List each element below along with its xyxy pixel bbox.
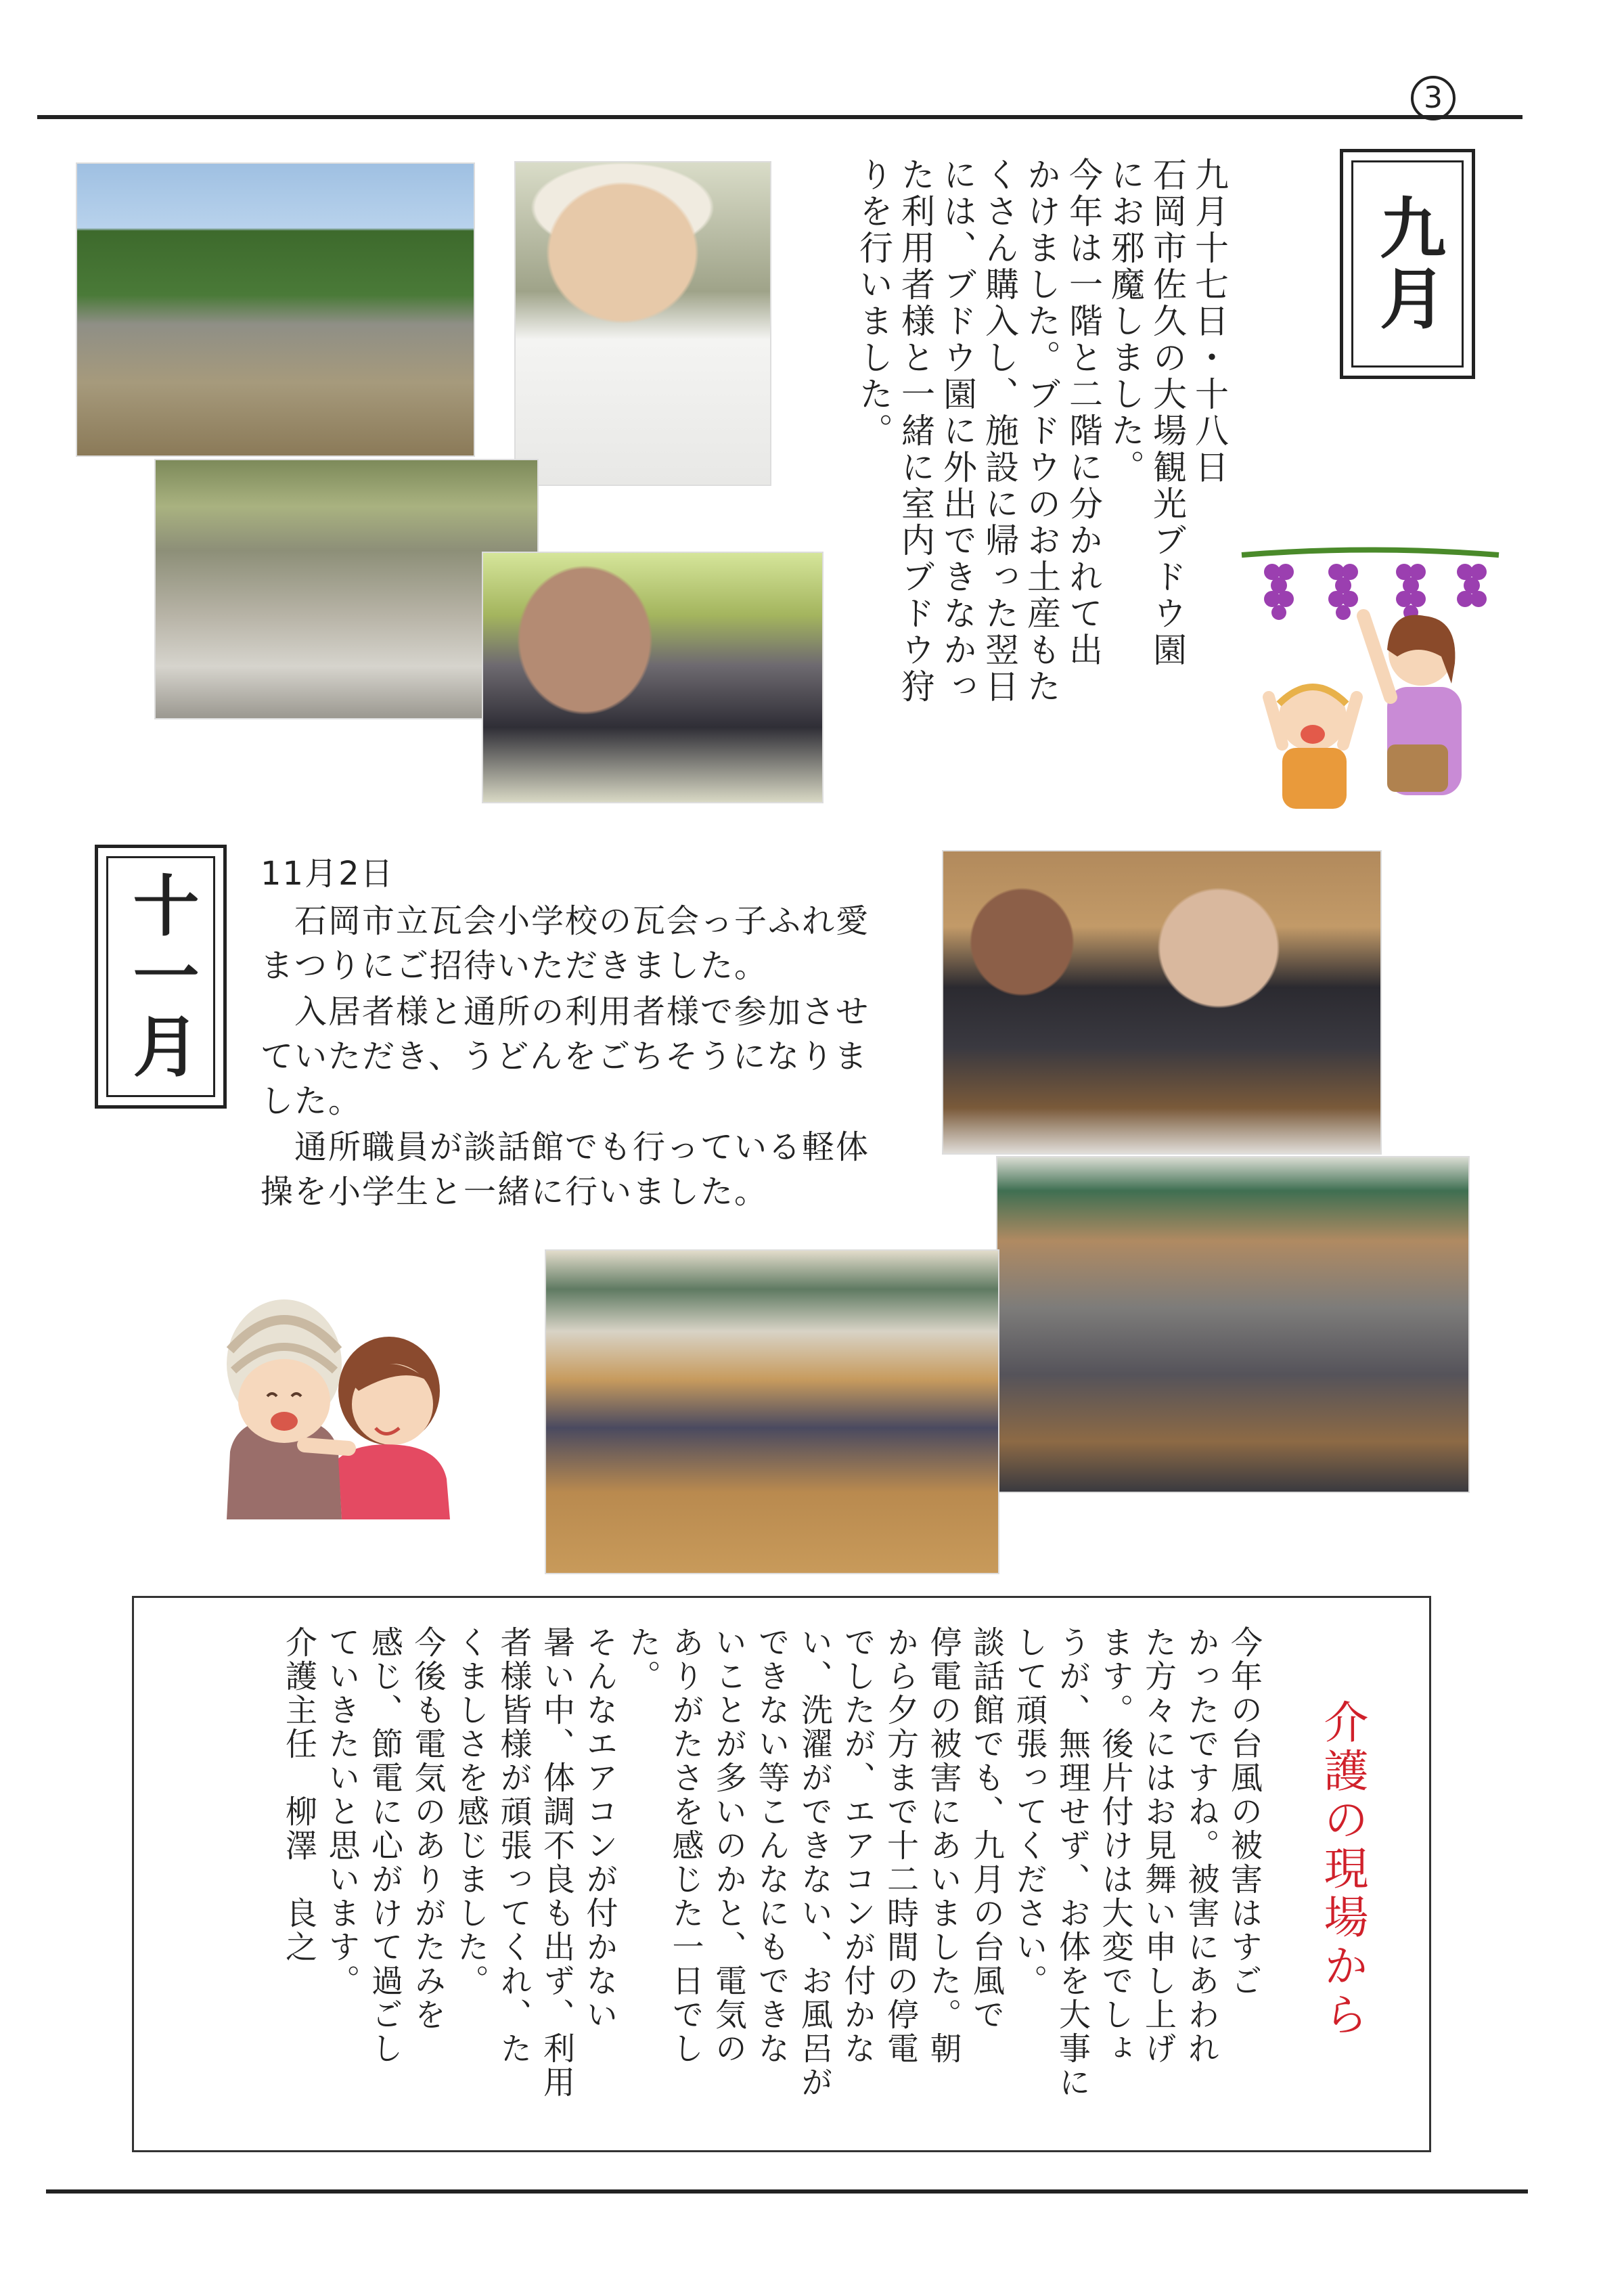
photo-vineyard-table: [154, 459, 539, 719]
september-label: 九月: [1368, 194, 1446, 334]
november-paragraph-3: 通所職員が談話館でも行っている軽体操を小学生と一緒に行いました。: [261, 1128, 870, 1211]
photo-woman-eating-grapes: [482, 552, 824, 803]
care-column-body: 今年の台風の被害はすご かったですね。被害にあわれ た方々にはお見舞い申し上げ ます。後片付けは大変でしょ うが、無理せず、お体を大事に して頑張ってください。 談話館でも、九月の台風で 停電の被害にあいました。朝 から夕方まで十二時間の停電 でしたが、エアコンが付かな い、洗濯ができない、お風呂が できない等こんなにもできな いことが多いのかと、電気の ありがたさを感じた一日でし た。 そんなエアコンが付かない 暑い中、体調不良も出ず、利用 者様皆様が頑張ってくれ、た くましさを感じました。 今後も電気のありがたみを 感じ、節電に心がけて過ごし ていきたいと思います。 介護主任 柳澤 良之: [280, 1626, 1263, 2099]
november-date: 11月2日: [261, 855, 394, 893]
photo-group-wheelchairs: [76, 162, 475, 457]
top-rule: [37, 115, 1522, 119]
grandmother-hug-illustration: [203, 1283, 474, 1526]
september-text: 九月十七日・十八日 石岡市佐久の大場観光ブドウ園 にお邪魔しました。 今年は一階と二階に分かれて出 かけました。ブドウのお土産もた くさん購入し、施設に帰った翌日 には、ブドウ園に外出できなかっ た利用者様と一緒に室内ブドウ狩 りを行いました。: [854, 157, 1229, 705]
november-paragraph-2: 入居者様と通所の利用者様で参加させていただき、うどんをごちそうになりました。: [261, 993, 870, 1120]
page-number: 3: [1411, 76, 1456, 120]
september-label-box: [1340, 149, 1475, 379]
photo-gym-exercise-elders: [996, 1156, 1470, 1493]
photo-smiling-woman-hat: [514, 161, 771, 486]
grape-picking-illustration: [1235, 541, 1506, 812]
bottom-rule: [46, 2189, 1528, 2194]
photo-udon-meal: [942, 850, 1382, 1155]
november-paragraph-1: 石岡市立瓦会小学校の瓦会っ子ふれ愛まつりにご招待いただきました。: [261, 902, 870, 985]
november-label-box: [95, 845, 227, 1109]
care-column-title: 介護の現場から: [1316, 1699, 1368, 2040]
photo-gym-children: [545, 1249, 999, 1574]
november-label: 十一月: [122, 871, 199, 1082]
